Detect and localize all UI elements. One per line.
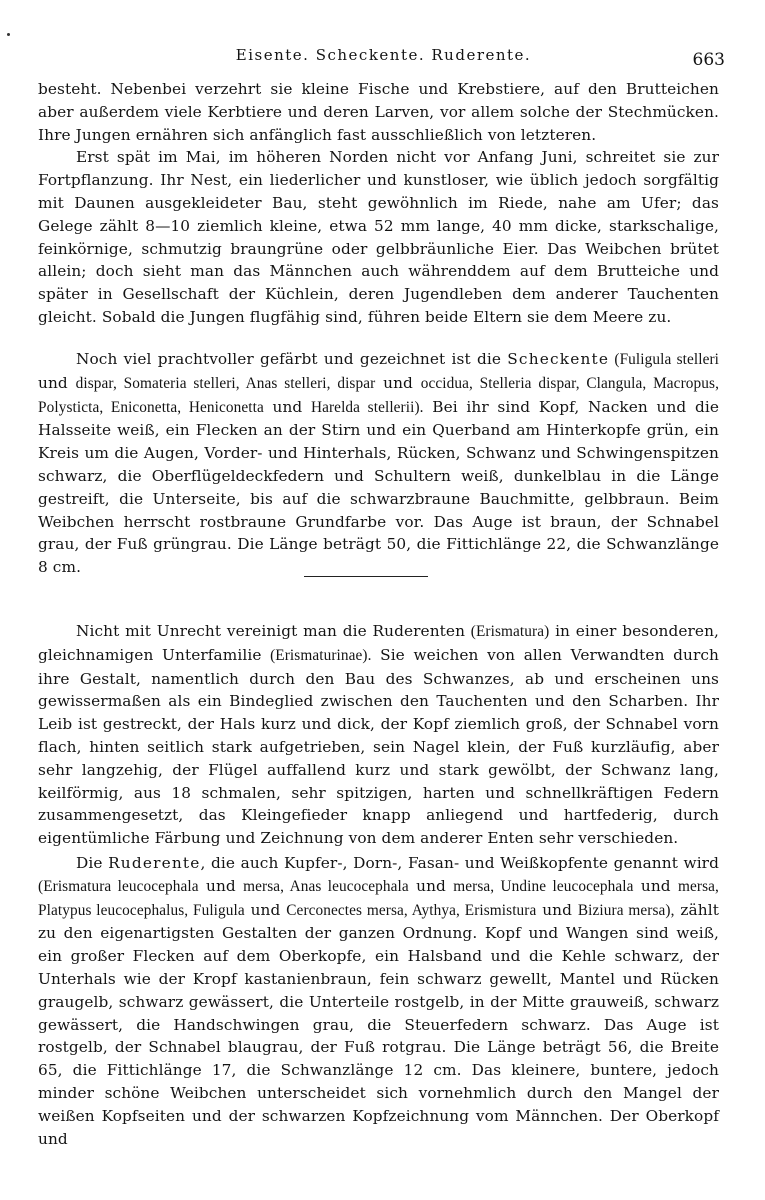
text-segment: occidua, Stelleria dispar, Clangula, Macropus, Polysticta, Eniconetta, Heniconetta	[38, 374, 719, 416]
text-segment: Biziura mersa),	[577, 901, 675, 919]
scan-speck	[7, 33, 10, 36]
text-segment: (Erismatura)	[470, 623, 550, 640]
text-segment: Sie weichen von allen Verwandten durch ihre Gestalt, namentlich durch den Bau des Schwanzes, ab und erscheinen uns gewissermaßen als ein Bindeglied zwischen den Tauchenten und den Scharben. Ihr Leib ist gestreckt, der Hals kurz und dick, der Kopf ziemlich groß, der Schnabel vorn flach, hinten seitlich stark aufgetrieben, sein Nagel klein, der Fuß kurzläufig, aber sehr langzehig, der Flügel auffallend kurz und stark gewölbt, der Schwanz lang, keilförmig, aus 18 schmalen, sehr spitzigen, harten und schnellkräftigen Federn zusammengesetzt, das Kleingefieder knapp anliegend und hartfederig, durch eigentümliche Färbung und Zeichnung von dem anderer Enten sehr verschieden.	[38, 645, 720, 848]
text-segment: dispar, Somateria stelleri, Anas stelleri, dispar	[75, 374, 376, 392]
text-segment: (Erismatura leucocephala	[38, 877, 199, 895]
text-segment: mersa, Anas leucocephala	[243, 877, 409, 895]
text-segment: in einer besonderen, gleichnamigen Unterfamilie	[38, 622, 719, 664]
paragraph-scheckente	[38, 348, 719, 579]
text-segment: Erst spät im Mai, im höheren Norden nicht vor Anfang Juni, schreitet sie zur Fortpflanzung. Ihr Nest, ein liederlicher und kunstloser, wie üblich jedoch sorgfältig mit Daunen ausgekleideter Bau, steht gewöhnlich im Riede, nahe am Ufer; das Gelege zählt 8—10 ziemlich kleine, etwa 52 mm lange, 40 mm dicke, starkschalige, feinkörnige, schmutzig braungrüne oder gelbbräunliche Eier. Das Weibchen brütet allein; doch sieht man das Männchen auch währenddem auf dem Brutteiche und später in Gesellschaft der Küchlein, deren Jugendleben dem anderer Tauchenten gleicht. Sobald die Jungen flugfähig sind, führen beide Eltern sie dem Meere zu.	[38, 148, 719, 326]
text-segment: und	[536, 900, 578, 919]
paragraph-ruderente	[38, 852, 719, 1150]
paragraph-ruderenten	[38, 620, 719, 850]
text-segment: und	[375, 373, 421, 392]
text-segment: Harelda stellerii).	[310, 398, 424, 416]
text-segment: und	[198, 876, 244, 895]
text-segment: Bei ihr sind Kopf, Nacken und die Halsseite weiß, ein Flecken an der Stirn und ein Querband am Hinterkopfe grün, ein Kreis um die Augen, Vorder- und Hinterhals, Rücken, Schwanz und Schwingenspitzen schwarz, die Oberflügeldeckfedern und Schultern weiß, dunkelblau in die Länge gestreift, die Unterseite, bis auf die schwarzbraune Bauchmitte, gelbbraun. Beim Weibchen herrscht rostbraune Grundfarbe vor. Das Auge ist braun, der Schnabel grau, der Fuß grüngrau. Die Länge beträgt 50, die Fittichlänge 22, die Schwanzlänge 8 cm.	[38, 397, 719, 577]
text-segment: und	[633, 876, 679, 895]
text-block-ruderenten	[38, 620, 719, 850]
running-title: Eisente. Scheckente. Ruderente.	[235, 46, 532, 64]
text-block-ruderente	[38, 852, 719, 1150]
page-number: 663	[692, 50, 725, 70]
text-segment: zählt zu den eigenartigsten Gestalten der ganzen Ordnung. Kopf und Wangen sind weiß, ein großer Flecken auf dem Oberkopfe, ein Halsband und die Kehle schwarz, der Unterhals wie der Kropf kastanienbraun, fein schwarz gewellt, Mantel und Rücken graugelb, schwarz gewässert, die Unterteile rostgelb, in der Mitte grauweiß, schwarz gewässert, die Handschwingen grau, die Steuerfedern schwarz. Das Auge ist rostgelb, der Schnabel blaugrau, der Fuß rotgrau. Die Länge beträgt 56, die Breite 65, die Fittichlänge 17, die Schwanzlänge 12 cm. Das kleinere, buntere, jedoch minder schöne Weibchen unterscheidet sich vornehmlich durch den Mangel der weißen Kopfseiten und der schwarzen Kopfzeichnung vom Männchen. Der Oberkopf und	[38, 900, 719, 1148]
page-header	[40, 42, 727, 72]
text-segment: (Fuligula stelleri	[609, 351, 720, 368]
text-segment: Die	[76, 854, 109, 872]
text-segment: und	[38, 373, 76, 392]
text-segment: und	[244, 900, 287, 919]
text-segment: mersa, Platypus leucocephalus, Fuligula	[38, 877, 719, 919]
text-segment: besteht. Nebenbei verzehrt sie kleine Fische und Krebstiere, auf den Brutteichen aber außerdem viele Kerbtiere und deren Larven, vor allem solche der Stechmücken. Ihre Jungen ernähren sich anfänglich fast ausschließlich von letzteren.	[38, 80, 719, 144]
text-segment: Scheckente	[507, 350, 610, 368]
paragraph-reproduction	[38, 146, 719, 328]
text-block-scheckente	[38, 348, 719, 579]
paragraph-continuation	[38, 78, 719, 146]
text-segment: mersa, Undine leucocephala	[453, 877, 634, 895]
section-divider	[304, 576, 428, 577]
text-segment: und	[263, 397, 311, 416]
text-segment: Nicht mit Unrecht vereinigt man die Ruderenten	[76, 622, 471, 640]
text-segment: und	[408, 876, 454, 895]
text-block-top	[38, 78, 719, 329]
text-segment: Ruderente	[108, 854, 201, 872]
text-segment: , die auch Kupfer-, Dorn-, Fasan- und Weißkopfente genannt wird	[200, 854, 719, 872]
text-segment: (Erismaturinae).	[270, 646, 372, 664]
text-segment: Cerconectes mersa, Aythya, Erismistura	[286, 901, 537, 919]
text-segment: Noch viel prachtvoller gefärbt und gezeichnet ist die	[76, 350, 508, 368]
